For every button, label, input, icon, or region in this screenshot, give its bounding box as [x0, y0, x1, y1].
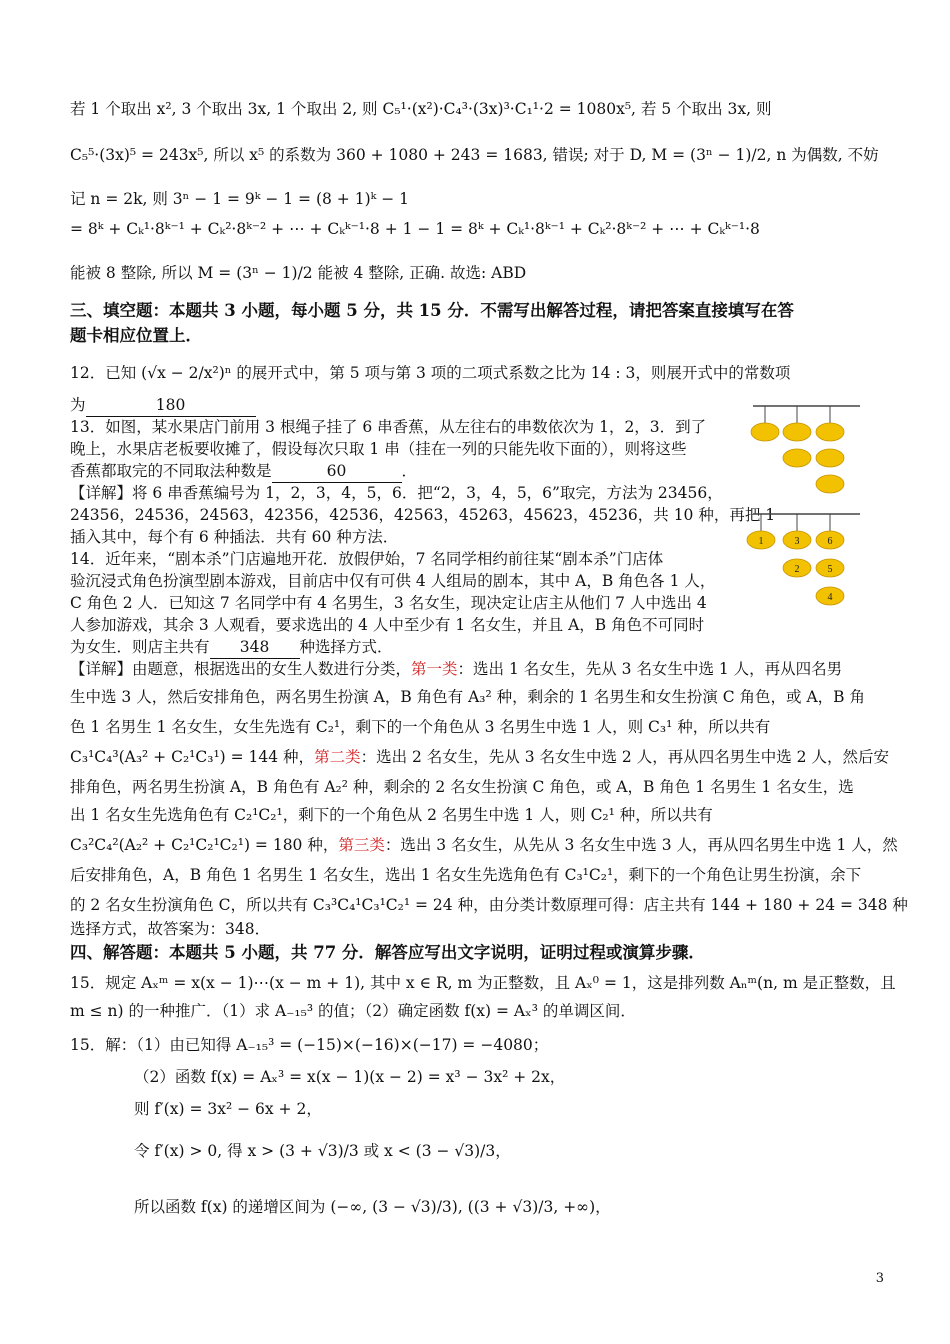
- page-number: 3: [875, 1271, 884, 1286]
- q15-text: m ≤ n) 的一种推广．（1）求 A₋₁₅³ 的值；（2）确定函数 f(x) = Aₓ³ 的单调区间．: [70, 1002, 636, 1020]
- text-line: C₅⁵·(3x)⁵ = 243x⁵, 所以 x⁵ 的系数为 360 + 1080 + 243 = 1683, 错误; 对于 D, M = (3ⁿ − 1)/2, n 为偶数, 不妨: [70, 146, 879, 164]
- q14-text: C 角色 2 人．已知这 7 名同学中有 4 名男生，3 名女生，现决定让店主从他们 7 人中选出 4: [70, 594, 707, 612]
- q15-solution: （2）函数 f(x) = Aₓ³ = x(x − 1)(x − 2) = x³ − 3x² + 2x，: [134, 1068, 566, 1086]
- section-heading: 三、填空题：本题共 3 小题，每小题 5 分，共 15 分．不需写出解答过程，请把答案直接填写在答: [70, 301, 794, 320]
- q15-solution: 则 f′(x) = 3x² − 6x + 2，: [134, 1100, 322, 1118]
- q12-text: 12．已知 (√x − 2/x²)ⁿ 的展开式中，第 5 项与第 3 项的二项式系数之比为 14 : 3，则展开式中的常数项: [70, 364, 791, 382]
- q13-text: 晚上，水果店老板要收摊了，假设每次只取 1 串（挂在一列的只能先收下面的），则将这些: [70, 440, 687, 458]
- q14-detail: 后安排角色，A，B 角色 1 名男生 1 名女生，选出 1 名女生先选角色有 C₃¹C₂¹，剩下的一个角色让男生扮演，余下: [70, 866, 862, 884]
- q13-detail: 插入其中，每个有 6 种插法．共有 60 种方法．: [70, 528, 399, 546]
- detail-text: ：选出 2 名女生，先从 3 名女生中选 2 人，再从四名男生中选 2 人，然后安: [360, 748, 889, 766]
- q15-solution: 令 f′(x) > 0, 得 x > (3 + √3)/3 或 x < (3 − √3)/3，: [134, 1142, 511, 1160]
- q12-answer: 180: [86, 394, 256, 417]
- text-line: 记 n = 2k, 则 3ⁿ − 1 = 9ᵏ − 1 = (8 + 1)ᵏ − 1: [70, 190, 409, 208]
- q14-answer: 348: [210, 636, 300, 659]
- q14-detail: [70, 834, 898, 856]
- detail-text: C₃¹C₄³(A₃² + C₂¹C₃¹) = 144 种，: [70, 748, 315, 766]
- q13-answer-line: [70, 460, 730, 483]
- q13-answer: 60: [272, 460, 402, 483]
- q12-prefix: 为: [70, 396, 86, 414]
- banana-number: 5: [827, 564, 833, 575]
- q15-solution: 所以函数 f(x) 的递增区间为 (−∞, (3 − √3)/3), ((3 + √3)/3, +∞)，: [134, 1198, 611, 1216]
- banana-figure-numbered: [745, 508, 865, 620]
- q14-detail: 排角色，两名男生扮演 A，B 角色有 A₂² 种，剩余的 2 名女生扮演 C 角色，或 A，B 角色 1 名男生 1 名女生，选: [70, 778, 854, 796]
- q13-text: 13．如图，某水果店门前用 3 根绳子挂了 6 串香蕉，从左往右的串数依次为 1，2，3．到了: [70, 418, 707, 436]
- detail-text: 【详解】由题意，根据选出的女生人数进行分类，: [70, 660, 412, 678]
- q14-detail: 出 1 名女生先选角色有 C₂¹C₂¹，剩下的一个角色从 2 名男生中选 1 人，则 C₂¹ 种，所以共有: [70, 806, 713, 824]
- detail-text: ：选出 1 名女生，先从 3 名女生中选 1 人，再从四名男: [457, 660, 843, 678]
- q14-text: 验沉浸式角色扮演型剧本游戏，目前店中仅有可供 4 人组局的剧本，其中 A，B 角色各 1 人，: [70, 572, 716, 590]
- detail-text: C₃²C₄²(A₂² + C₂¹C₂¹C₂¹) = 180 种，: [70, 836, 339, 854]
- banana-number: 3: [794, 536, 800, 547]
- q14-text: 人参加游戏，其余 3 人观看，要求选出的 4 人中至少有 1 名女生，并且 A，B 角色不可同时: [70, 616, 705, 634]
- class-label: 第二类: [314, 748, 361, 766]
- q13-detail: 24356，24536，24563，42356，42536，42563，45263，45623，45236，共 10 种，再把 1: [70, 506, 776, 524]
- banana-figure-unlabeled: [745, 398, 865, 508]
- section-heading: 题卡相应位置上．: [70, 326, 202, 345]
- q13-suffix: ．: [401, 462, 418, 480]
- class-label: 第三类: [338, 836, 385, 854]
- q14-text: 14．近年来，“剧本杀”门店遍地开花．放假伊始，7 名同学相约前往某“剧本杀”门店体: [70, 550, 664, 568]
- banana-number: 1: [758, 536, 764, 547]
- section-heading: 四、解答题：本题共 5 小题，共 77 分．解答应写出文字说明，证明过程或演算步骤．: [70, 943, 705, 962]
- banana-number: 4: [827, 592, 833, 603]
- q14-detail: 生中选 3 人，然后安排角色，两名男生扮演 A，B 角色有 A₃² 种，剩余的 1 名男生和女生扮演 C 角色，或 A，B 角: [70, 688, 865, 706]
- text-line: 若 1 个取出 x², 3 个取出 3x, 1 个取出 2, 则 C₅¹·(x²)·C₄³·(3x)³·C₁¹·2 = 1080x⁵, 若 5 个取出 3x, 则: [70, 100, 772, 118]
- q14-detail: 的 2 名女生扮演角色 C，所以共有 C₃³C₄¹C₃¹C₂¹ = 24 种，由分类计数原理可得：店主共有 144 + 180 + 24 = 348 种: [70, 896, 908, 914]
- q14-detail: [70, 658, 890, 680]
- q14-detail: [70, 746, 890, 768]
- banana-number: 2: [794, 564, 800, 575]
- class-label: 第一类: [411, 660, 458, 678]
- q14-answer-line: [70, 636, 890, 659]
- q14-detail: 色 1 名男生 1 名女生，女生先选有 C₂¹，剩下的一个角色从 3 名男生中选 1 人，则 C₃¹ 种，所以共有: [70, 718, 771, 736]
- q15-solution: 15．解：（1）由已知得 A₋₁₅³ = (−15)×(−16)×(−17) = −4080；: [70, 1036, 549, 1054]
- banana-number: 6: [827, 536, 833, 547]
- q14-prefix: 为女生．则店主共有: [70, 638, 210, 656]
- q13-detail: 【详解】将 6 串香蕉编号为 1，2，3，4，5，6．把“2，3，4，5，6”取完，方法为 23456，: [70, 484, 723, 502]
- q14-detail: 选择方式，故答案为：348．: [70, 920, 271, 938]
- q15-text: 15．规定 Aₓᵐ = x(x − 1)⋯(x − m + 1), 其中 x ∈ R, m 为正整数，且 Aₓ⁰ = 1，这是排列数 Aₙᵐ(n, m 是正整数，且: [70, 974, 896, 992]
- text-line: 能被 8 整除, 所以 M = (3ⁿ − 1)/2 能被 4 整除, 正确. 故选: ABD: [70, 264, 527, 282]
- text-line: = 8ᵏ + Cₖ¹·8ᵏ⁻¹ + Cₖ²·8ᵏ⁻² + ⋯ + Cₖᵏ⁻¹·8 + 1 − 1 = 8ᵏ + Cₖ¹·8ᵏ⁻¹ + Cₖ²·8ᵏ⁻² + ⋯ + Cₖᵏ⁻¹·8: [70, 220, 760, 238]
- detail-text: ：选出 3 名女生，从先从 3 名女生中选 3 人，再从四名男生中选 1 人，然: [384, 836, 898, 854]
- q14-suffix: 种选择方式．: [299, 638, 393, 656]
- q13-prefix: 香蕉都取完的不同取法种数是: [70, 462, 272, 480]
